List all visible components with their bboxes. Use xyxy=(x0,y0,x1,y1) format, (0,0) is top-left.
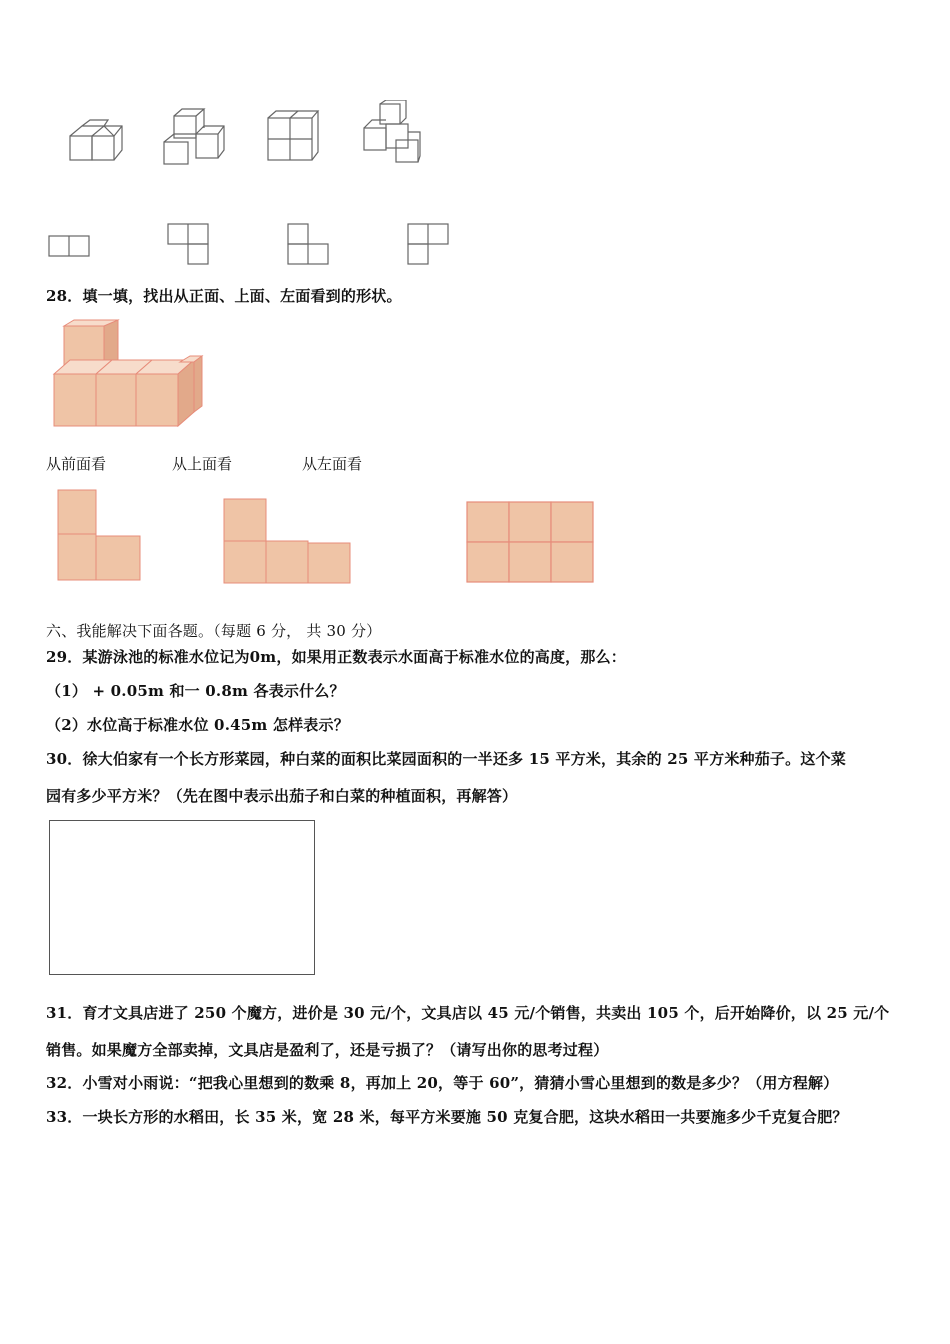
front-view-shape xyxy=(56,488,146,584)
cube-set-1 xyxy=(66,118,126,166)
question-28-text: 28．填一填，找出从正面、上面、左面看到的形状。 xyxy=(46,287,402,305)
question-31-line-1: 31．育才文具店进了 250 个魔方，进价是 30 元/个，文具店以 45 元/个销售，共卖出 105 个，后开始降价，以 25 元/个 xyxy=(46,1004,890,1022)
question-30-line-2: 园有多少平方米？（先在图中表示出茄子和白菜的种植面积，再解答） xyxy=(46,787,518,805)
cube-set-2 xyxy=(160,106,228,168)
view-label-front: 从前面看 xyxy=(46,455,107,473)
view-shape-3 xyxy=(286,222,332,268)
question-29-text: 29．某游泳池的标准水位记为0m，如果用正数表示水面高于标准水位的高度，那么： xyxy=(46,648,626,666)
question-32-text: 32．小雪对小雨说：“把我心里想到的数乘 8，再加上 20，等于 60”，猜猜小雪心里想到的数是多少？（用方程解） xyxy=(46,1074,839,1092)
view-shape-4 xyxy=(406,222,454,268)
cube-set-4 xyxy=(356,100,426,166)
question-30-line-1: 30．徐大伯家有一个长方形菜园，种白菜的面积比菜园面积的一半还多 15 平方米，其余的 25 平方米种茄子。这个菜 xyxy=(46,750,846,768)
cube-set-3 xyxy=(264,108,322,164)
view-label-top: 从上面看 xyxy=(172,455,233,473)
colored-cube-stack xyxy=(48,318,206,430)
section-6-heading: 六、我能解决下面各题。（每题 6 分， 共 30 分） xyxy=(46,622,382,640)
view-label-left: 从左面看 xyxy=(302,455,363,473)
left-view-shape xyxy=(465,500,597,586)
garden-rectangle-box xyxy=(49,820,315,975)
question-33-text: 33．一块长方形的水稻田，长 35 米，宽 28 米，每平方米要施 50 克复合肥，这块水稻田一共要施多少千克复合肥？ xyxy=(46,1108,848,1126)
top-view-shape xyxy=(222,497,354,587)
question-29-sub-1: （1） + 0.05m 和一 0.8m 各表示什么？ xyxy=(46,682,345,700)
question-29-sub-2: （2）水位高于标准水位 0.45m 怎样表示？ xyxy=(46,716,349,734)
view-shape-1 xyxy=(47,233,93,259)
question-31-line-2: 销售。如果魔方全部卖掉，文具店是盈利了，还是亏损了？（请写出你的思考过程） xyxy=(46,1041,609,1059)
view-shape-2 xyxy=(166,222,212,268)
